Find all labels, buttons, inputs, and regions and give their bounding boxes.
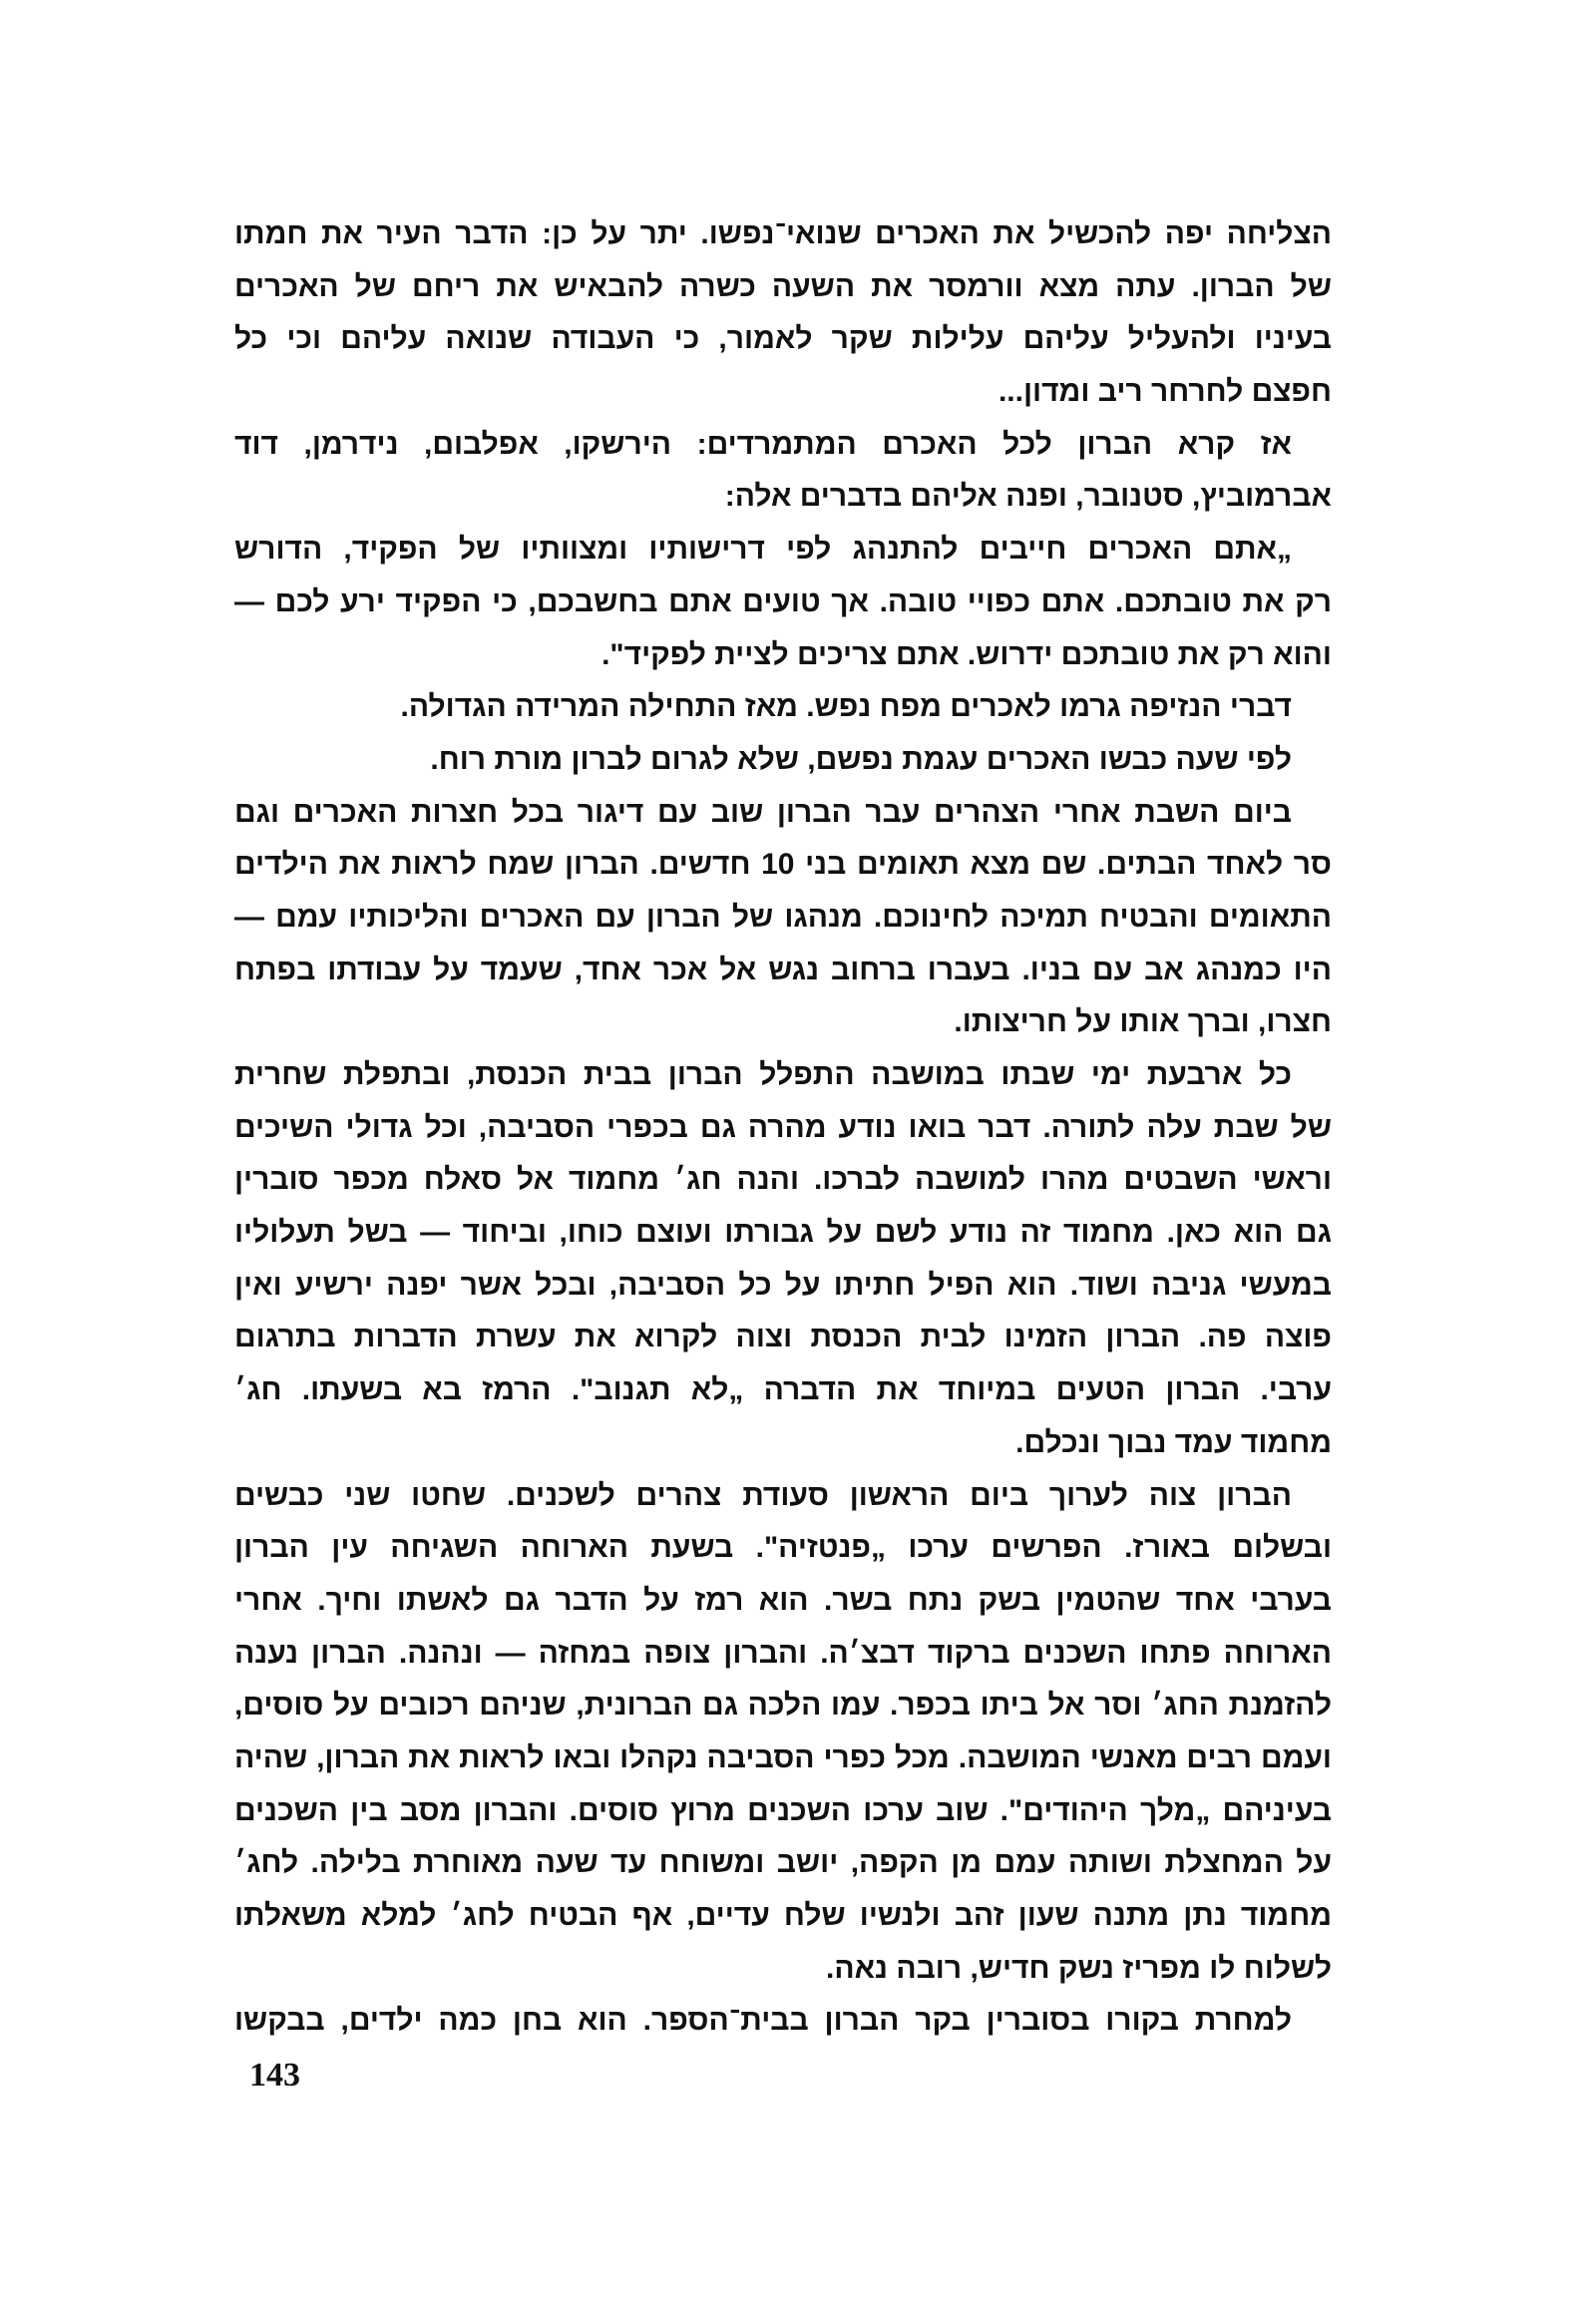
text-line: להזמנת החג׳ וסר אל ביתו בכפר. עמו הלכה גם הברונית, שניהם רכובים על סוסים, — [234, 1689, 1332, 1723]
text-line: בעיניהם „מלך היהודים". שוב ערכו השכנים מרוץ סוסים. והברון מסב בין השכנים — [234, 1793, 1332, 1827]
text-line: סר לאחד הבתים. שם מצא תאומים בני 10 חדשים. הברון שמח לראות את הילדים — [234, 848, 1333, 882]
text-line: גם הוא כאן. מחמוד זה נודע לשם על גבורתו ועוצם כוחו, וביחוד — בשל תעלוליו — [234, 1216, 1332, 1250]
text-line: ביום השבת אחרי הצהרים עבר הברון שוב עם דיגור בכל חצרות האכרים וגם — [234, 795, 1292, 829]
text-line: בערבי אחד שהטמין בשק נתח בשר. הוא רמז על הדבר גם לאשתו וחיך. אחרי — [234, 1583, 1332, 1617]
paragraph — [234, 734, 1332, 787]
text-line: היו כמנהג אב עם בניו. בעברו ברחוב נגש אל אכר אחד, שעמד על עבודתו בפתח — [234, 953, 1332, 986]
text-line: על המחצלת ושותה עמם מן הקפה, יושב ומשוחח עד שעה מאוחרת בלילה. לחג׳ — [234, 1846, 1332, 1880]
text-line: דברי הנזיפה גרמו לאכרים מפח נפש. מאז התחילה המרידה הגדולה. — [400, 690, 1292, 724]
text-line: לפי שעה כבשו האכרים עגמת נפשם, שלא לגרום לברון מורת רוח. — [430, 742, 1292, 776]
text-line: מחמוד עמד נבוך ונכלם. — [1015, 1425, 1332, 1459]
text-line: לשלוח לו מפריז נשק חדיש, רובה נאה. — [825, 1951, 1332, 1985]
text-line: חצרו, וברך אותו על חריצותו. — [954, 1005, 1332, 1039]
paragraph — [234, 787, 1332, 1049]
paragraph — [234, 1470, 1332, 1996]
text-line: מחמוד נתן מתנה שעון זהב ולנשיו שלח עדיים, אף הבטיח לחג׳ למלא משאלתו — [234, 1899, 1332, 1932]
text-line: כל ארבעת ימי שבתו במושבה התפלל הברון בבית הכנסת, ובתפלת שחרית — [234, 1058, 1292, 1091]
text-line: של הברון. עתה מצא וורמסר את השעה כשרה להבאיש את ריחם של האכרים — [234, 269, 1332, 303]
page-body-text — [234, 208, 1332, 2048]
text-line: וראשי השבטים מהרו למושבה לברכו. והנה חג׳ מחמוד אל סאלח מכפר סוברין — [234, 1163, 1332, 1197]
text-line: הארוחה פתחו השכנים ברקוד דבצ׳ה. והברון צופה במחזה — ונהנה. הברון נענה — [234, 1636, 1332, 1670]
paragraph — [234, 681, 1332, 734]
text-line: פוצה פה. הברון הזמינו לבית הכנסת וצוה לקרוא את עשרת הדברות בתרגום — [234, 1321, 1332, 1354]
text-line: ערבי. הברון הטעים במיוחד את הדברה „לא תגנוב". הרמז בא בשעתו. חג׳ — [234, 1373, 1332, 1407]
text-line: „אתם האכרים חייבים להתנהג לפי דרישותיו ומצוותיו של הפקיד, הדורש — [234, 533, 1292, 567]
paragraph — [234, 1995, 1332, 2048]
text-line: בעיניו ולהעליל עליהם עלילות שקר לאמור, כי העבודה שנואה עליהם וכי כל — [234, 322, 1332, 356]
text-line: של שבת עלה לתורה. דבר בואו נודע מהרה גם בכפרי הסביבה, וכל גדולי השיכים — [234, 1110, 1332, 1144]
text-line: והוא רק את טובתכם ידרוש. אתם צריכים לציית לפקיד". — [601, 637, 1332, 671]
text-line: חפצם לחרחר ריב ומדון... — [998, 375, 1332, 409]
paragraph — [234, 1049, 1332, 1470]
paragraph — [234, 524, 1332, 681]
paragraph — [234, 419, 1332, 524]
text-line: הברון צוה לערוך ביום הראשון סעודת צהרים לשכנים. שחטו שני כבשים — [234, 1478, 1292, 1512]
text-line: אברמוביץ, סטנובר, ופנה אליהם בדברים אלה: — [724, 480, 1332, 514]
page-number: 143 — [249, 2057, 300, 2094]
paragraph — [234, 208, 1332, 419]
text-line: במעשי גניבה ושוד. הוא הפיל חתיתו על כל הסביבה, ובכל אשר יפנה ירשיע ואין — [234, 1268, 1332, 1302]
text-line: למחרת בקורו בסוברין בקר הברון בבית־הספר. הוא בחן כמה ילדים, בבקשו — [234, 2004, 1292, 2038]
text-line: ועמם רבים מאנשי המושבה. מכל כפרי הסביבה נקהלו ובאו לראות את הברון, שהיה — [234, 1740, 1332, 1774]
text-line: התאומים והבטיח תמיכה לחינוכם. מנהגו של הברון עם האכרים והליכותיו עמם — — [234, 900, 1332, 934]
text-line: רק את טובתכם. אתם כפויי טובה. אך טועים אתם בחשבכם, כי הפקיד ירע לכם — — [234, 584, 1332, 618]
text-line: אז קרא הברון לכל האכרם המתמרדים: הירשקו, אפלבום, נידרמן, דוד — [234, 427, 1292, 461]
text-line: ובשלום באורז. הפרשים ערכו „פנטזיה". בשעת הארוחה השגיחה עין הברון — [234, 1531, 1332, 1565]
text-line: הצליחה יפה להכשיל את האכרים שנואי־נפשו. יתר על כן: הדבר העיר את חמתו — [234, 217, 1332, 250]
